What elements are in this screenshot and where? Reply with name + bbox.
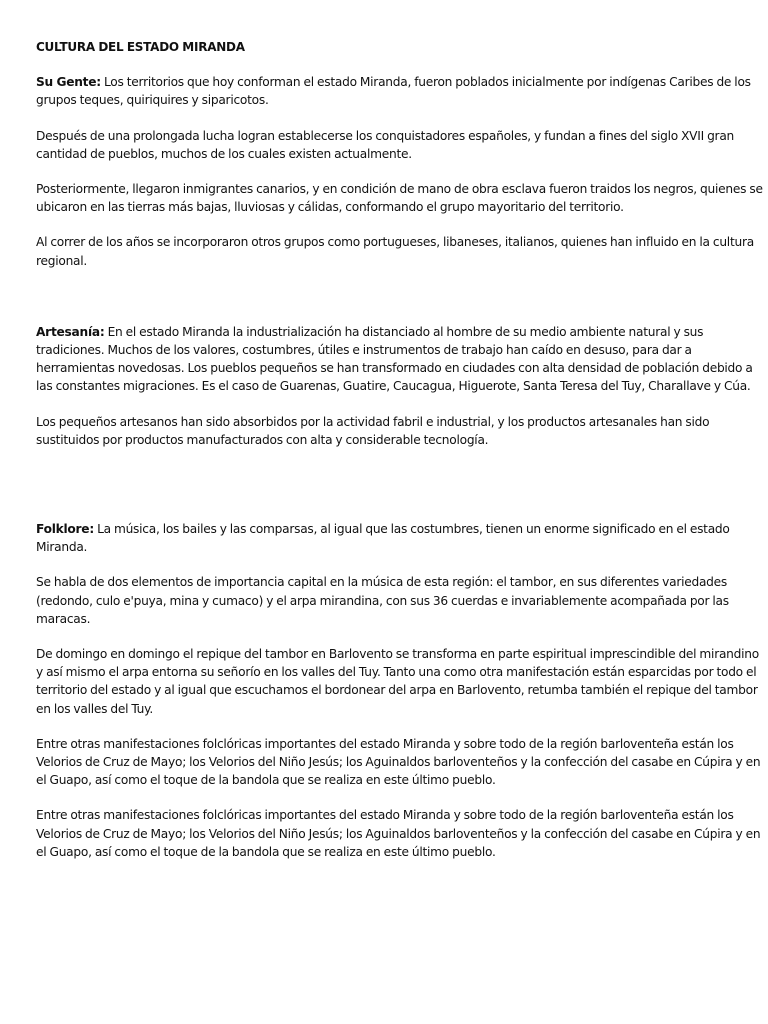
gente-paragraph-2: Después de una prolongada lucha logran establecerse los conquistadores españoles, y fundan a fines del siglo XVII gran cantidad de pueblos, muchos de los cuales existen actualmente. [36, 128, 735, 161]
folklore-paragraph-5: Entre otras manifestaciones folclóricas importantes del estado Miranda y sobre todo de la región barloventeña están los Velorios de Cruz de Mayo; los Velorios del Niño Jesús; los Aguinaldos barloventeños y la confección del casabe en Cúpira y en el Guapo, así como el toque de la bandola que se realiza en este último pueblo. [36, 808, 761, 859]
document-page [36, 38, 768, 878]
folklore-paragraph-1 [36, 520, 768, 556]
section-spacer [36, 466, 768, 520]
document-title: CULTURA DEL ESTADO MIRANDA [36, 40, 245, 54]
gente-text-1: Los territorios que hoy conforman el estado Miranda, fueron poblados inicialmente por indígenas Caribes de los grupos teques, quiriquires y siparicotos. [36, 75, 751, 108]
artesania-text-1: En el estado Miranda la industrialización ha distanciado al hombre de su medio ambiente natural y sus tradiciones. Muchos de los valores, costumbres, útiles e instrumentos de trabajo han caído en desuso, para dar a herramientas novedosas. Los pueblos pequeños se han transformado en ciudades con alta densidad de población debido a las constantes migraciones. Es el caso de Guarenas, Guatire, Caucagua, Higuerote, Santa Teresa del Tuy, Charallave y Cúa. [36, 324, 753, 394]
folklore-text-1: La música, los bailes y las comparsas, al igual que las costumbres, tienen un enorme significado en el estado Miranda. [36, 522, 730, 555]
gente-paragraph-1 [36, 73, 768, 109]
folklore-paragraph-2: Se habla de dos elementos de importancia capital en la música de esta región: el tambor, en sus diferentes variedades (redondo, culo e'puya, mina y cumaco) y el arpa mirandina, con sus 36 cuerdas e invariablemente acompañada por las maracas. [36, 575, 729, 626]
folklore-paragraph-4: Entre otras manifestaciones folclóricas importantes del estado Miranda y sobre todo de la región barloventeña están los Velorios de Cruz de Mayo; los Velorios del Niño Jesús; los Aguinaldos barloventeños y la confección del casabe en Cúpira y en el Guapo, así como el toque de la bandola que se realiza en este último pueblo. [36, 736, 761, 788]
gente-label: Su Gente: [36, 75, 101, 90]
gente-paragraph-4: Al correr de los años se incorporaron otros grupos como portugueses, libaneses, italianos, quienes han influido en la cultura regional. [36, 235, 754, 268]
folklore-label: Folklore: [36, 522, 94, 537]
gente-paragraph-3: Posteriormente, llegaron inmigrantes canarios, y en condición de mano de obra esclava fueron traidos los negros, quienes se ubicaron en las tierras más bajas, lluviosas y cálidas, conformando el grupo mayoritario del territorio. [36, 182, 763, 215]
section-spacer [36, 287, 768, 323]
artesania-paragraph-1 [36, 323, 768, 396]
artesania-label: Artesanía: [36, 324, 105, 339]
artesania-paragraph-2: Los pequeños artesanos han sido absorbidos por la actividad fabril e industrial, y los productos artesanales han sido sustituidos por productos manufacturados con alta y considerable tecnología. [36, 414, 710, 447]
folklore-paragraph-3: De domingo en domingo el repique del tambor en Barlovento se transforma en parte espiritual imprescindible del mirandino y así mismo el arpa entorna su señorío en los valles del Tuy. Tanto una como otra manifestación están esparcidas por todo el territorio del estado y al igual que escuchamos el bordonear del arpa en Barlovento, retumba también el repique del tambor en los valles del Tuy. [36, 647, 759, 716]
